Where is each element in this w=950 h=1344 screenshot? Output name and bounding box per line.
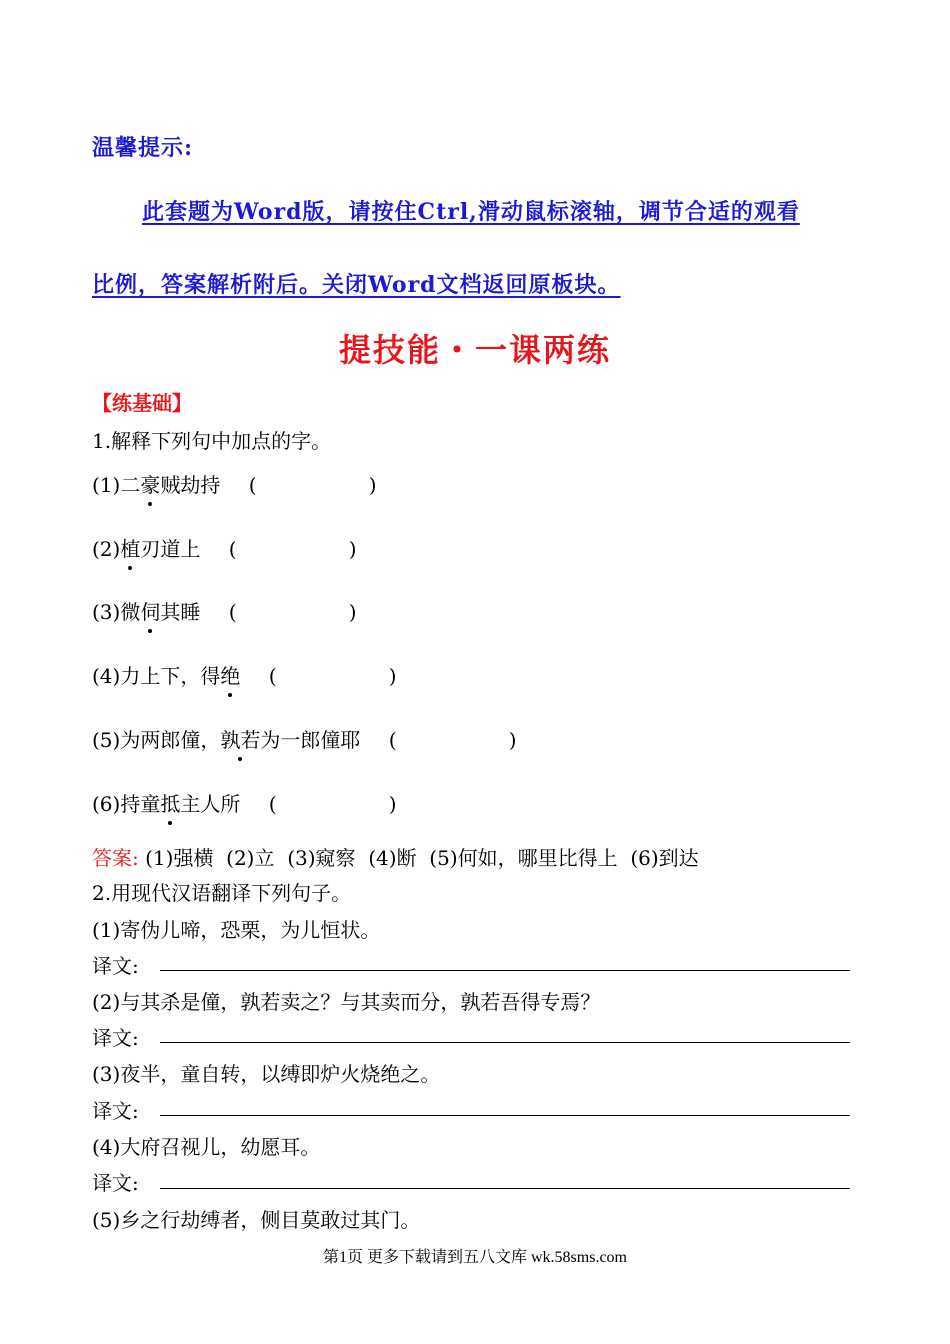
q2-item-5: (5)乡之行劫缚者，侧目莫敢过其门。 <box>92 1208 421 1232</box>
dotted-char: 抵 <box>160 788 180 817</box>
q1-item-6: (6)持童抵主人所 ( ) <box>92 788 397 817</box>
page-title: 提技能・一课两练 <box>338 331 611 369</box>
dotted-char: 绝 <box>220 660 240 689</box>
dotted-char: 豪 <box>140 469 160 498</box>
q2-item-1: (1)寄伪儿啼，恐栗，为儿恒状。 <box>92 918 381 942</box>
page-footer: 第1页 更多下载请到五八文库 wk.58sms.com <box>322 1249 627 1266</box>
dotted-char: 伺 <box>140 596 160 625</box>
answer-label: 答案: <box>92 846 139 870</box>
answer-line[interactable] <box>160 1115 850 1116</box>
answer <box>92 842 699 871</box>
q1-item-2: (2)植刃道上 ( ) <box>92 533 357 562</box>
q2-item-2: (2)与其杀是僮，孰若卖之？与其卖而分，孰若吾得专焉？ <box>92 990 601 1014</box>
answer-text: (1)强横 (2)立 (3)窥察 (4)断 (5)何如，哪里比得上 (6)到达 <box>145 846 699 870</box>
q1-item-3: (3)微伺其睡 ( ) <box>92 596 357 625</box>
q1-item-1: (1)二豪贼劫持 ( ) <box>92 469 377 498</box>
answer-line[interactable] <box>160 1042 850 1043</box>
dotted-char: 植 <box>120 533 140 562</box>
section-label: 【练基础】 <box>92 391 192 415</box>
q1-item-5: (5)为两郎僮，孰若为一郎僮耶 ( ) <box>92 724 517 753</box>
translation-label: 译文: <box>92 1099 139 1123</box>
tip-line-1: 此套题为Word版，请按住Ctrl,滑动鼠标滚轴，调节合适的观看 <box>142 199 800 225</box>
q2-stem: 2.用现代汉语翻译下列句子。 <box>92 881 352 905</box>
q1-item-4: (4)力上下，得绝 ( ) <box>92 660 397 689</box>
answer-line[interactable] <box>160 970 850 971</box>
tip-line-2: 比例，答案解析附后。关闭Word文档返回原板块。 <box>92 272 621 298</box>
tip-heading: 温馨提示: <box>92 135 194 161</box>
dotted-char: 孰若 <box>220 724 260 753</box>
answer-line[interactable] <box>160 1188 850 1189</box>
translation-label: 译文: <box>92 954 139 978</box>
q1-stem: 1.解释下列句中加点的字。 <box>92 429 332 453</box>
translation-label: 译文: <box>92 1026 139 1050</box>
q2-item-3: (3)夜半，童自转，以缚即炉火烧绝之。 <box>92 1062 441 1086</box>
translation-label: 译文: <box>92 1171 139 1195</box>
q2-item-4: (4)大府召视儿，幼愿耳。 <box>92 1135 321 1159</box>
